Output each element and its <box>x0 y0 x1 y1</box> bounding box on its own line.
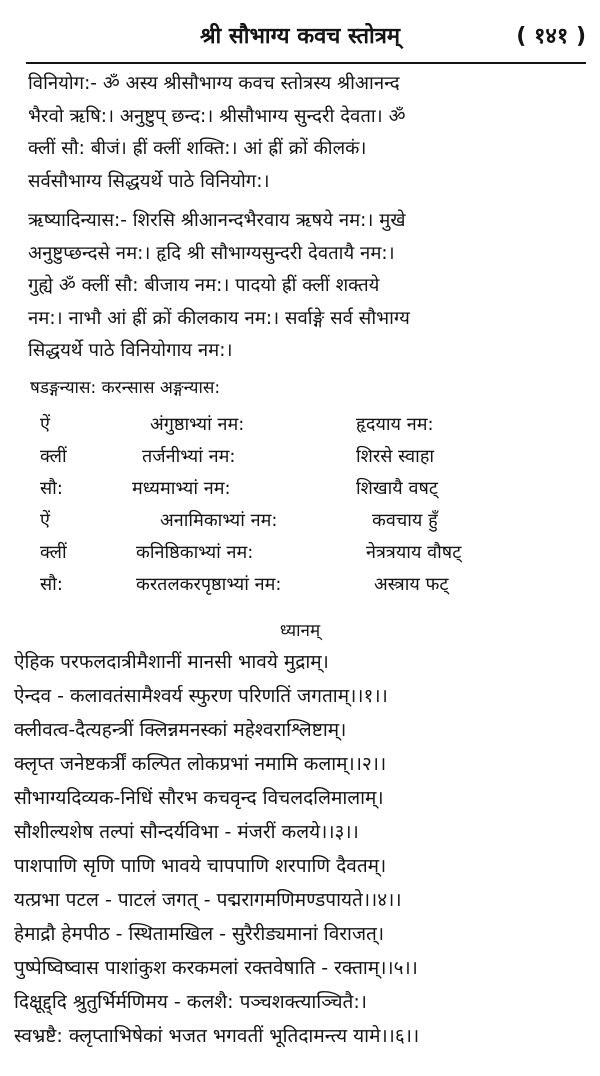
kara-nyasa-cell: मध्यमाभ्यां नम: <box>132 478 231 499</box>
viniyoga-line: विनियोग:- ॐ अस्य श्रीसौभाग्य कवच स्तोत्रस्य श्रीआनन्द <box>28 73 400 94</box>
anga-nyasa-cell: हृदयाय नम: <box>356 414 434 435</box>
verse-line: पाशपाणि सृणि पाणि भावये चापपाणि शरपाणि दैवतम्। <box>14 855 387 877</box>
rishyadi-nyasa-paragraph <box>28 205 588 368</box>
anga-nyasa-cell: कवचाय हुँ <box>372 510 438 531</box>
bija-cell: क्लीं <box>40 542 67 563</box>
viniyoga-line: सर्वसौभाग्य सिद्धयर्थे पाठे विनियोग:। <box>28 170 270 192</box>
anga-nyasa-cell: नेत्रत्रयाय वौषट् <box>366 542 462 563</box>
rishyadi-line: गुह्ये ॐ क्लीं सौ: बीजाय नम:। पादयो ह्रीं क्लीं शक्तये <box>28 275 380 296</box>
anga-nyasa-cell: शिरसे स्वाहा <box>356 446 435 467</box>
nyasa-row <box>0 472 600 504</box>
dhyanam-heading: ध्यानम् <box>279 621 321 641</box>
viniyoga-paragraph <box>28 68 588 198</box>
nyasa-table <box>0 408 600 600</box>
rishyadi-line: नम:। नाभौ आं ह्रीं क्रों कीलकाय नम:। सर्वाङ्गे सर्व सौभाग्य <box>28 307 410 329</box>
shadanga-nyasa-heading: षडङ्गन्यास: करन्सास अङ्गन्यास: <box>30 378 221 398</box>
rishyadi-line: सिद्धयर्थे पाठे विनियोगाय नम:। <box>28 340 233 361</box>
bija-cell: सौ: <box>40 478 63 499</box>
bija-cell: क्लीं <box>40 446 67 467</box>
verse-line: पुष्पेष्विष्वास पाशांकुश करकमलां रक्तवेषाति - रक्ताम्।।५।। <box>14 957 418 979</box>
kara-nyasa-cell: अंगुष्ठाभ्यां नम: <box>150 414 245 435</box>
kara-nyasa-cell: कनिष्ठिकाभ्यां नम: <box>136 542 254 563</box>
rishyadi-line: ऋष्यादिन्यास:- शिरसि श्रीआनन्दभैरवाय ऋषये नम:। मुखे <box>28 210 406 231</box>
anga-nyasa-cell: शिखायै वषट् <box>356 478 438 499</box>
nyasa-row <box>0 408 600 440</box>
nyasa-row <box>0 440 600 472</box>
kara-nyasa-cell: करतलकरपृष्ठाभ्यां नम: <box>136 574 282 595</box>
rishyadi-line: अनुष्टुप्छन्दसे नम:। हृदि श्री सौभाग्यसुन्दरी देवतायै नम:। <box>28 242 395 264</box>
verse-line: ऐन्दव - कलावतंसामैश्वर्य स्फुरण परिणतिं जगताम्।।१।। <box>14 685 388 707</box>
header-divider <box>26 62 586 64</box>
verse-line: क्लीवत्व-दैत्यहन्त्रीं क्लिन्नमनस्कां महेश्वराश्लिष्टाम्। <box>14 719 347 741</box>
verse-line: हेमाद्रौ हेमपीठ - स्थितामखिल - सुरैरीड्यमानां विराजत्। <box>14 923 385 945</box>
verse-line: दिक्षूद्द्दि श्रुतुर्भिर्मणिमय - कलशै: पञ्चशक्त्याञ्चितै:। <box>14 991 367 1013</box>
verse-line: क्लृप्त जनेष्टकर्त्रीं कल्पित लोकप्रभां नमामि कलाम्।।२।। <box>14 753 387 775</box>
anga-nyasa-cell: अस्त्राय फट् <box>374 574 449 595</box>
bija-cell: ऐं <box>40 510 50 531</box>
viniyoga-line: भैरवो ऋषि:। अनुष्टुप् छन्द:। श्रीसौभाग्य सुन्दरी देवता। ॐ <box>28 105 406 127</box>
kara-nyasa-cell: अनामिकाभ्यां नम: <box>160 510 278 531</box>
bija-cell: सौ: <box>40 574 63 595</box>
verse-line: सौशील्यशेष तल्पां सौन्दर्यविभा - मंजरीं कलये।।३।। <box>14 821 359 843</box>
verse-line: सौभाग्यदिव्यक-निधिं सौरभ कचवृन्द विचलदलिमालाम्। <box>14 787 384 809</box>
running-title: श्री सौभाग्य कवच स्तोत्रम् <box>199 24 401 49</box>
nyasa-row <box>0 568 600 600</box>
verse-line: यत्प्रभा पटल - पाटलं जगत् - पद्मरागमणिमण्डपायते।।४।। <box>14 889 402 911</box>
nyasa-row <box>0 504 600 536</box>
page-number: ( १४१ ) <box>516 24 586 49</box>
verse-line: ऐहिक परफलदात्रीमैशानीं मानसी भावये मुद्राम्। <box>14 651 329 673</box>
bija-cell: ऐं <box>40 414 50 435</box>
nyasa-row <box>0 536 600 568</box>
verse-line: स्वभ्रष्टै: क्लृप्ताभिषेकां भजत भगवतीं भूतिदामन्त्य यामे।।६।। <box>14 1025 420 1047</box>
kara-nyasa-cell: तर्जनीभ्यां नम: <box>142 446 236 467</box>
viniyoga-line: क्लीं सौ: बीजं। ह्रीं क्लीं शक्ति:। आं ह्रीं क्रों कीलकं। <box>28 138 367 159</box>
dhyanam-verses <box>14 645 594 1053</box>
page-header <box>0 0 600 60</box>
